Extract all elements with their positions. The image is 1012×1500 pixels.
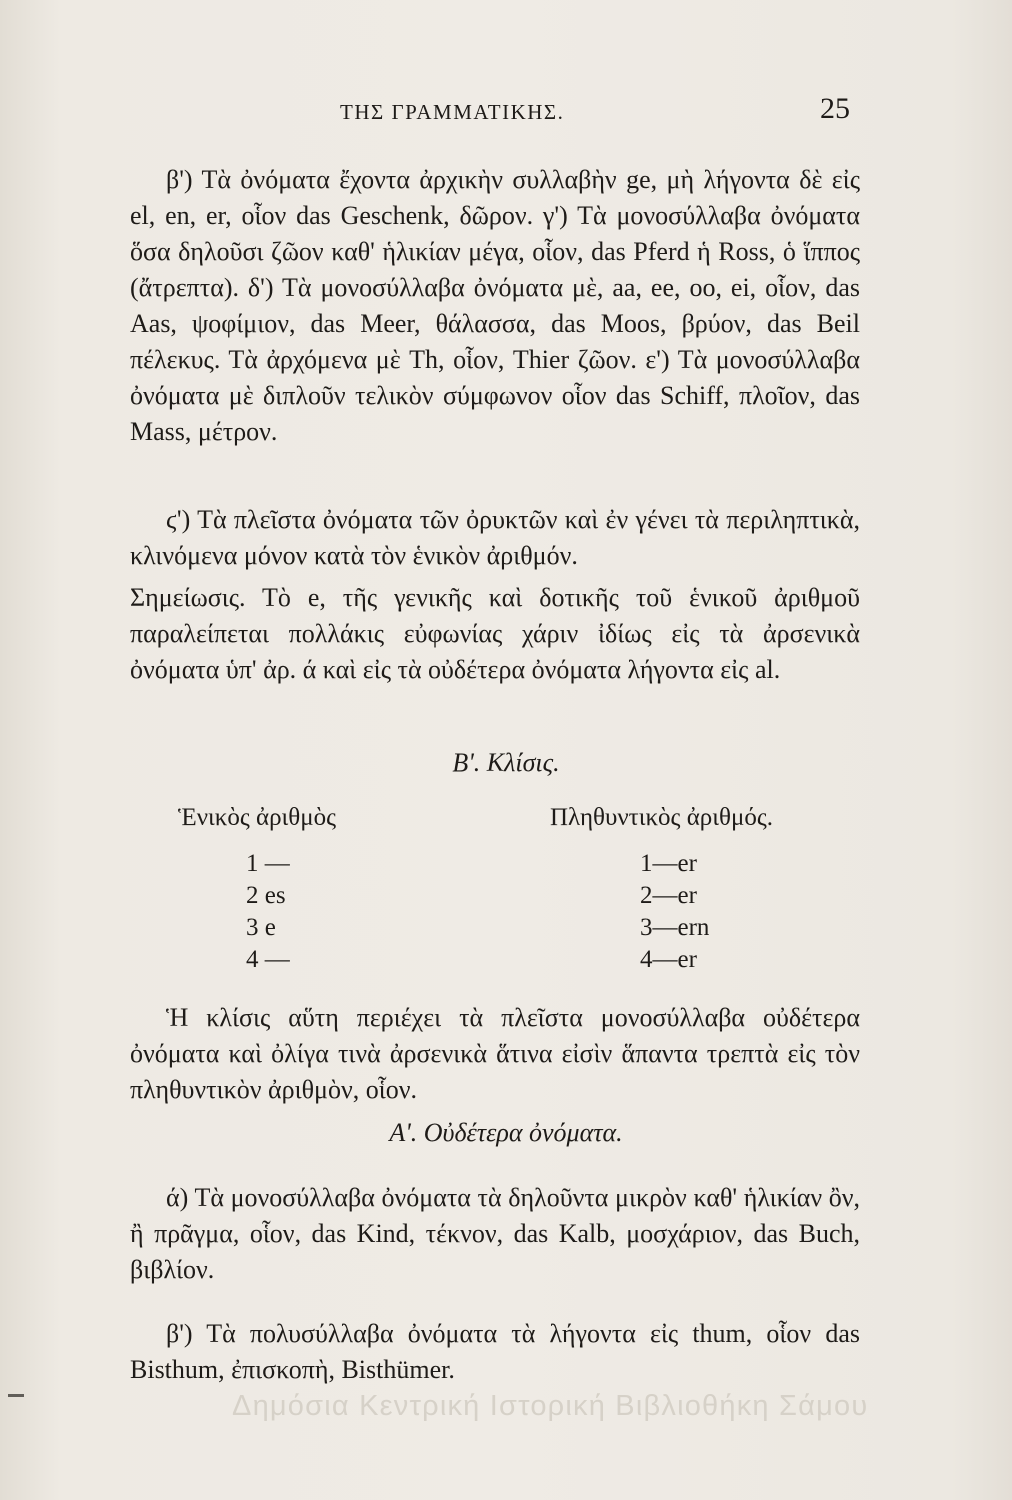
paragraph-gender-rules: β') Τὰ ὀνόματα ἔχοντα ἀρχικὴν συλλαβὴν ge, μὴ λήγοντα δὲ εἰς el, en, er, οἷον das Geschenk, δῶρον. γ') Τὰ μονοσύλλαβα ὀνόματα ὅσα δηλοῦσι ζῶον καθ' ἡλικίαν μέγα, οἷον, das Pferd ἡ Ross, ὁ ἵππος (ἄτρεπτα). δ') Τὰ μονοσύλλαβα ὀνόματα μὲ, aa, ee, oo, ei, οἷον, das Aas, ψοφίμιον, das Meer, θάλασσα, das Moos, βρύον, das Beil πέλεκυς. Τὰ ἀρχόμενα μὲ Th, οἷον, Thier ζῶον. ε') Τὰ μονοσύλλαβα ὀνόματα μὲ διπλοῦν τελικὸν σύμφωνον οἷον das Schiff, πλοῖον, das Mass, μέτρον. <box>130 165 861 446</box>
declension-table <box>160 804 800 994</box>
paragraph-minerals: ϛ') Τὰ πλεῖστα ὀνόματα τῶν ὀρυκτῶν καὶ ἐν γένει τὰ περιληπτικὰ, κλινόμενα μόνον κατὰ τὸν ἑνικὸν ἀριθμόν. <box>130 505 860 570</box>
plural-row: 3—ern <box>640 914 710 941</box>
singular-row: 3 e <box>246 914 276 941</box>
plural-row: 4—er <box>640 946 697 973</box>
page-header <box>130 92 850 132</box>
singular-row: 2 es <box>246 882 286 909</box>
paragraph-note: Σημείωσις. Τὸ e, τῆς γενικῆς καὶ δοτικῆς τοῦ ἑνικοῦ ἀριθμοῦ παραλείπεται πολλάκις εὐφωνίας χάριν ἰδίως εἰς τὰ ἀρσενικὰ ὀνόματα ὑπ' ἀρ. ά καὶ εἰς τὰ οὐδέτερα ὀνόματα λήγοντα εἰς al. <box>130 583 860 684</box>
singular-row: 4 — <box>246 946 290 973</box>
plural-column <box>640 848 709 976</box>
plural-row: 1—er <box>640 850 697 877</box>
page-number: 25 <box>820 92 850 125</box>
running-title: ΤΗΣ ΓΡΑΜΜΑΤΙΚΗΣ. <box>340 100 565 124</box>
plural-row: 2—er <box>640 882 697 909</box>
paragraph-declension-scope: Ἡ κλίσις αὕτη περιέχει τὰ πλεῖστα μονοσύλλαβα οὐδέτερα ὀνόματα καὶ ὀλίγα τινὰ ἀρσενικὰ ἅτινα εἰσὶν ἅπαντα τρεπτὰ εἰς τὸν πληθυντικὸν ἀριθμὸν, οἷον. <box>130 1003 860 1104</box>
neuter-heading: Α'. Οὐδέτερα ὀνόματα. <box>389 1118 623 1147</box>
singular-column <box>246 848 290 976</box>
paragraph-neuter-b: β') Τὰ πολυσύλλαβα ὀνόματα τὰ λήγοντα εἰς thum, οἷον das Bisthum, ἐπισκοπὴ, Bisthümer. <box>130 1319 860 1384</box>
singular-row: 1 — <box>246 850 290 877</box>
margin-mark <box>8 1394 24 1397</box>
singular-header: Ἑνικὸς ἀριθμὸς <box>178 804 337 831</box>
library-watermark: Δημόσια Κεντρική Ιστορική Βιβλιοθήκη Σάμου <box>232 1390 869 1422</box>
declension-heading: Β'. Κλίσις. <box>452 748 560 777</box>
paragraph-neuter-a: ά) Τὰ μονοσύλλαβα ὀνόματα τὰ δηλοῦντα μικρὸν καθ' ἡλικίαν ὂν, ἢ πρᾶγμα, οἷον, das Kind, τέκνον, das Kalb, μοσχάριον, das Buch, βιβλίον. <box>130 1183 860 1284</box>
plural-header: Πληθυντικὸς ἀριθμός. <box>550 804 774 831</box>
